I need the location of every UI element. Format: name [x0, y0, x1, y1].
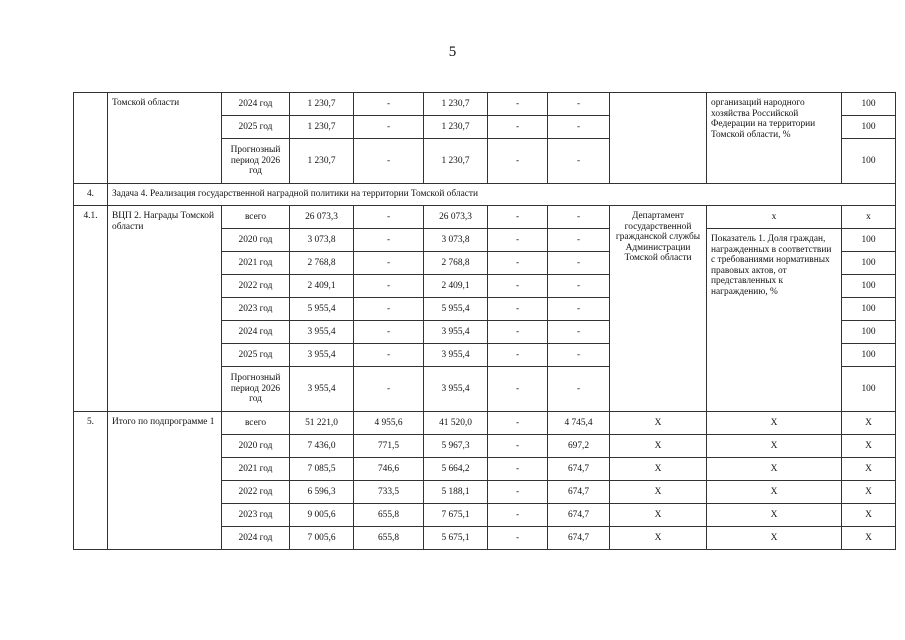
- year-cell: 2024 год: [222, 93, 290, 116]
- indicator-text: Показатель 1. Доля граждан, награжденных в соответствии с требованиями нормативных правовых актов, от представленных к награждению, %: [707, 229, 842, 412]
- year-cell: 2024 год: [222, 321, 290, 344]
- indicator-cell: Х: [707, 458, 842, 481]
- local-cell: -: [488, 116, 548, 139]
- extrabudget-cell: -: [548, 367, 610, 412]
- year-cell: Прогнозный период 2026 год: [222, 367, 290, 412]
- target-cell: Х: [842, 435, 896, 458]
- year-cell: 2021 год: [222, 458, 290, 481]
- target-cell: 100: [842, 229, 896, 252]
- target-cell: Х: [842, 412, 896, 435]
- regional-cell: 3 955,4: [424, 344, 488, 367]
- federal-cell: -: [354, 139, 424, 184]
- federal-cell: 733,5: [354, 481, 424, 504]
- total-cell: 7 436,0: [290, 435, 354, 458]
- extrabudget-cell: 674,7: [548, 504, 610, 527]
- extrabudget-cell: -: [548, 275, 610, 298]
- indicator-cell: Х: [707, 435, 842, 458]
- task-row: [74, 184, 896, 206]
- year-cell: 2025 год: [222, 344, 290, 367]
- indicator-cell: Х: [707, 504, 842, 527]
- federal-cell: -: [354, 229, 424, 252]
- total-cell: 3 073,8: [290, 229, 354, 252]
- executor-cell: Х: [610, 458, 707, 481]
- local-cell: -: [488, 93, 548, 116]
- total-cell: 26 073,3: [290, 206, 354, 229]
- indicator-cell: Х: [707, 527, 842, 550]
- target-cell: 100: [842, 93, 896, 116]
- local-cell: -: [488, 504, 548, 527]
- local-cell: -: [488, 435, 548, 458]
- year-cell: 2022 год: [222, 275, 290, 298]
- year-cell: 2022 год: [222, 481, 290, 504]
- federal-cell: -: [354, 252, 424, 275]
- target-cell: 100: [842, 139, 896, 184]
- local-cell: -: [488, 412, 548, 435]
- table-row: [74, 93, 896, 116]
- indicator-cell: Х: [707, 412, 842, 435]
- total-cell: 2 768,8: [290, 252, 354, 275]
- indicator-text: организаций народного хозяйства Российской Федерации на территории Томской области, %: [707, 93, 842, 184]
- federal-cell: -: [354, 344, 424, 367]
- extrabudget-cell: 674,7: [548, 458, 610, 481]
- target-cell: Х: [842, 481, 896, 504]
- federal-cell: -: [354, 275, 424, 298]
- total-cell: 1 230,7: [290, 139, 354, 184]
- local-cell: -: [488, 481, 548, 504]
- regional-cell: 3 073,8: [424, 229, 488, 252]
- local-cell: -: [488, 367, 548, 412]
- federal-cell: -: [354, 298, 424, 321]
- local-cell: -: [488, 321, 548, 344]
- total-cell: 6 596,3: [290, 481, 354, 504]
- executor-cell: Х: [610, 412, 707, 435]
- regional-cell: 5 955,4: [424, 298, 488, 321]
- federal-cell: -: [354, 93, 424, 116]
- year-cell: всего: [222, 206, 290, 229]
- regional-cell: 5 664,2: [424, 458, 488, 481]
- extrabudget-cell: -: [548, 206, 610, 229]
- target-cell: 100: [842, 321, 896, 344]
- total-cell: 7 005,6: [290, 527, 354, 550]
- measure-name: ВЦП 2. Награды Томской области: [108, 206, 222, 412]
- total-cell: 3 955,4: [290, 344, 354, 367]
- regional-cell: 2 409,1: [424, 275, 488, 298]
- regional-cell: 5 967,3: [424, 435, 488, 458]
- total-cell: 2 409,1: [290, 275, 354, 298]
- year-cell: 2025 год: [222, 116, 290, 139]
- extrabudget-cell: -: [548, 229, 610, 252]
- extrabudget-cell: -: [548, 139, 610, 184]
- extrabudget-cell: -: [548, 298, 610, 321]
- regional-cell: 5 675,1: [424, 527, 488, 550]
- extrabudget-cell: 674,7: [548, 481, 610, 504]
- target-cell: Х: [842, 458, 896, 481]
- row-number: 5.: [74, 412, 108, 550]
- extrabudget-cell: 674,7: [548, 527, 610, 550]
- local-cell: -: [488, 458, 548, 481]
- task-title: Задача 4. Реализация государственной наградной политики на территории Томской области: [108, 184, 896, 206]
- federal-cell: 771,5: [354, 435, 424, 458]
- year-cell: 2023 год: [222, 298, 290, 321]
- total-cell: 3 955,4: [290, 367, 354, 412]
- target-cell: 100: [842, 252, 896, 275]
- regional-cell: 26 073,3: [424, 206, 488, 229]
- target-cell: Х: [842, 504, 896, 527]
- executor-cell: Х: [610, 481, 707, 504]
- local-cell: -: [488, 527, 548, 550]
- extrabudget-cell: -: [548, 93, 610, 116]
- regional-cell: 1 230,7: [424, 116, 488, 139]
- target-cell: х: [842, 206, 896, 229]
- indicator-cell: Х: [707, 481, 842, 504]
- target-cell: 100: [842, 367, 896, 412]
- federal-cell: 4 955,6: [354, 412, 424, 435]
- local-cell: -: [488, 298, 548, 321]
- total-cell: 5 955,4: [290, 298, 354, 321]
- federal-cell: -: [354, 321, 424, 344]
- year-cell: всего: [222, 412, 290, 435]
- row-number: [74, 93, 108, 184]
- total-cell: 1 230,7: [290, 93, 354, 116]
- total-cell: 7 085,5: [290, 458, 354, 481]
- target-cell: 100: [842, 298, 896, 321]
- extrabudget-cell: -: [548, 252, 610, 275]
- year-cell: Прогнозный период 2026 год: [222, 139, 290, 184]
- executor-cell: Департамент государственной гражданской службы Администрации Томской области: [610, 206, 707, 412]
- local-cell: -: [488, 275, 548, 298]
- regional-cell: 5 188,1: [424, 481, 488, 504]
- federal-cell: 746,6: [354, 458, 424, 481]
- total-cell: 9 005,6: [290, 504, 354, 527]
- federal-cell: -: [354, 116, 424, 139]
- target-cell: 100: [842, 116, 896, 139]
- extrabudget-cell: -: [548, 116, 610, 139]
- target-cell: 100: [842, 344, 896, 367]
- row-number: 4.1.: [74, 206, 108, 412]
- total-cell: 1 230,7: [290, 116, 354, 139]
- federal-cell: 655,8: [354, 504, 424, 527]
- federal-cell: -: [354, 367, 424, 412]
- extrabudget-cell: 4 745,4: [548, 412, 610, 435]
- local-cell: -: [488, 252, 548, 275]
- year-cell: 2023 год: [222, 504, 290, 527]
- executor-cell: [610, 93, 707, 184]
- regional-cell: 3 955,4: [424, 367, 488, 412]
- federal-cell: 655,8: [354, 527, 424, 550]
- regional-cell: 3 955,4: [424, 321, 488, 344]
- year-cell: 2021 год: [222, 252, 290, 275]
- extrabudget-cell: -: [548, 321, 610, 344]
- year-cell: 2020 год: [222, 229, 290, 252]
- program-table: [73, 92, 896, 550]
- extrabudget-cell: 697,2: [548, 435, 610, 458]
- measure-name: Итого по подпрограмме 1: [108, 412, 222, 550]
- regional-cell: 41 520,0: [424, 412, 488, 435]
- indicator-cell: х: [707, 206, 842, 229]
- local-cell: -: [488, 344, 548, 367]
- regional-cell: 1 230,7: [424, 139, 488, 184]
- year-cell: 2020 год: [222, 435, 290, 458]
- total-cell: 3 955,4: [290, 321, 354, 344]
- measure-name: Томской области: [108, 93, 222, 184]
- executor-cell: Х: [610, 527, 707, 550]
- regional-cell: 1 230,7: [424, 93, 488, 116]
- local-cell: -: [488, 139, 548, 184]
- row-number: 4.: [74, 184, 108, 206]
- target-cell: Х: [842, 527, 896, 550]
- target-cell: 100: [842, 275, 896, 298]
- local-cell: -: [488, 229, 548, 252]
- table-row: [74, 412, 896, 435]
- regional-cell: 7 675,1: [424, 504, 488, 527]
- page-number: 5: [448, 44, 457, 60]
- executor-cell: Х: [610, 504, 707, 527]
- year-cell: 2024 год: [222, 527, 290, 550]
- total-cell: 51 221,0: [290, 412, 354, 435]
- extrabudget-cell: -: [548, 344, 610, 367]
- regional-cell: 2 768,8: [424, 252, 488, 275]
- federal-cell: -: [354, 206, 424, 229]
- table-row: [74, 206, 896, 229]
- executor-cell: Х: [610, 435, 707, 458]
- local-cell: -: [488, 206, 548, 229]
